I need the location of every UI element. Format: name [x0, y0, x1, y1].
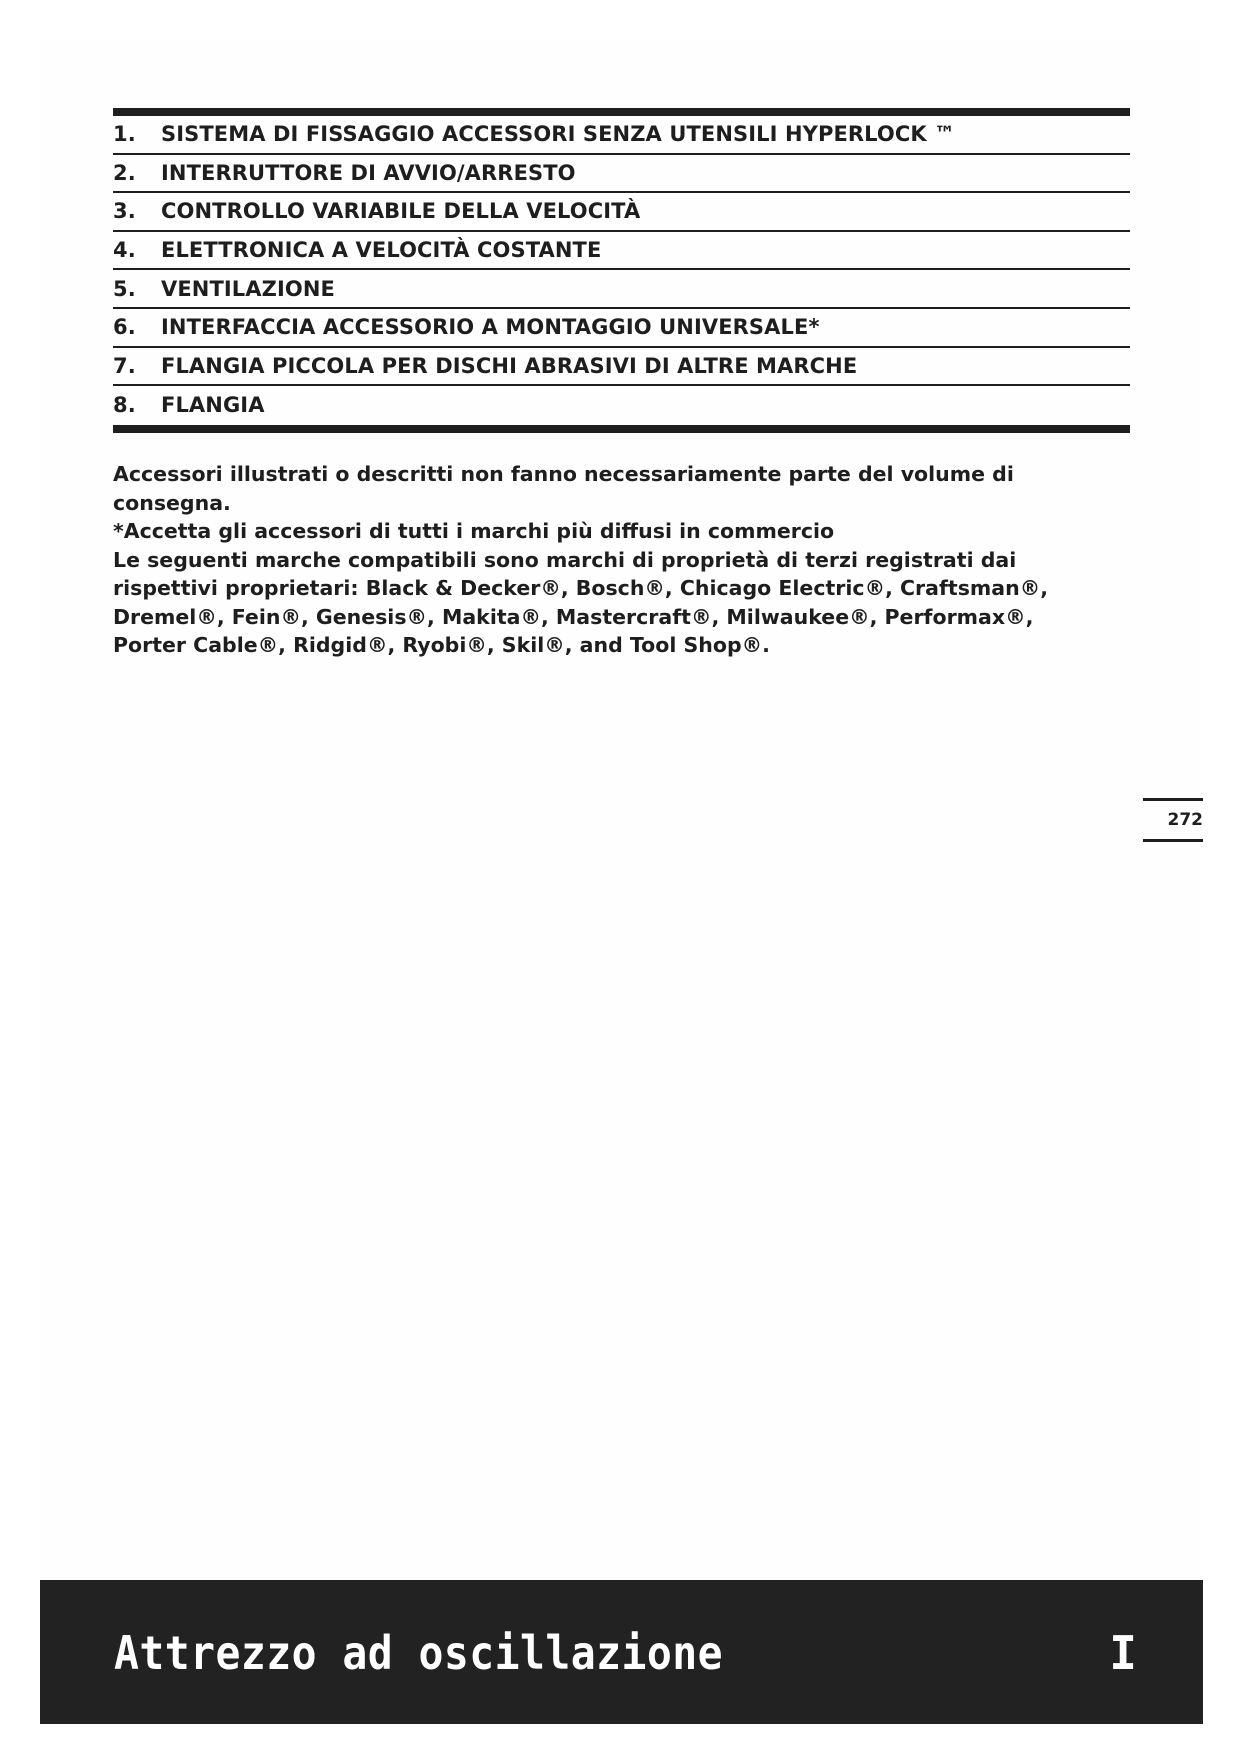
parts-number: 7. — [113, 353, 136, 378]
parts-label: INTERFACCIA ACCESSORIO A MONTAGGIO UNIVERSALE* — [161, 315, 820, 340]
parts-row — [113, 270, 1130, 309]
page-number: 272 — [1143, 798, 1203, 842]
parts-number: 1. — [113, 122, 136, 147]
parts-row — [113, 309, 1130, 348]
parts-label: ELETTRONICA A VELOCITÀ COSTANTE — [161, 238, 602, 263]
parts-label: FLANGIA — [161, 393, 265, 418]
parts-row — [113, 348, 1130, 387]
parts-number: 4. — [113, 238, 136, 263]
parts-list — [113, 108, 1130, 433]
parts-row — [113, 386, 1130, 425]
parts-number: 3. — [113, 199, 136, 224]
footer-title: Attrezzo ad oscillazione — [114, 1626, 724, 1680]
parts-row — [113, 155, 1130, 194]
accessories-note: Accessori illustrati o descritti non fanno necessariamente parte del volume di consegna. — [113, 462, 1014, 515]
parts-label: FLANGIA PICCOLA PER DISCHI ABRASIVI DI ALTRE MARCHE — [161, 353, 858, 378]
parts-label: CONTROLLO VARIABILE DELLA VELOCITÀ — [161, 199, 641, 224]
parts-number: 6. — [113, 315, 136, 340]
parts-number: 2. — [113, 160, 136, 185]
parts-row — [113, 193, 1130, 232]
parts-number: 5. — [113, 276, 136, 301]
brands-note: Le seguenti marche compatibili sono marchi di proprietà di terzi registrati dai rispettivi proprietari: Black & Decker®, Bosch®, Chicago Electric®, Craftsman®, Dremel®, Fein®, Genesis®, Makita®, Mastercraft®, Milwaukee®, Performax®, Porter Cable®, Ridgid®, Ryobi®, Skil®, and Tool Shop®. — [113, 547, 1048, 657]
parts-label: SISTEMA DI FISSAGGIO ACCESSORI SENZA UTENSILI HYPERLOCK ™ — [161, 122, 956, 147]
footer-band — [40, 1580, 1203, 1724]
asterisk-note: *Accetta gli accessori di tutti i marchi più diffusi in commercio — [113, 519, 835, 543]
notes-block — [113, 460, 1073, 660]
parts-label: INTERRUTTORE DI AVVIO/ARRESTO — [161, 160, 576, 185]
parts-label: VENTILAZIONE — [161, 276, 335, 301]
parts-number: 8. — [113, 393, 136, 418]
parts-row — [113, 232, 1130, 271]
parts-row — [113, 116, 1130, 155]
language-label: I — [1109, 1626, 1137, 1680]
